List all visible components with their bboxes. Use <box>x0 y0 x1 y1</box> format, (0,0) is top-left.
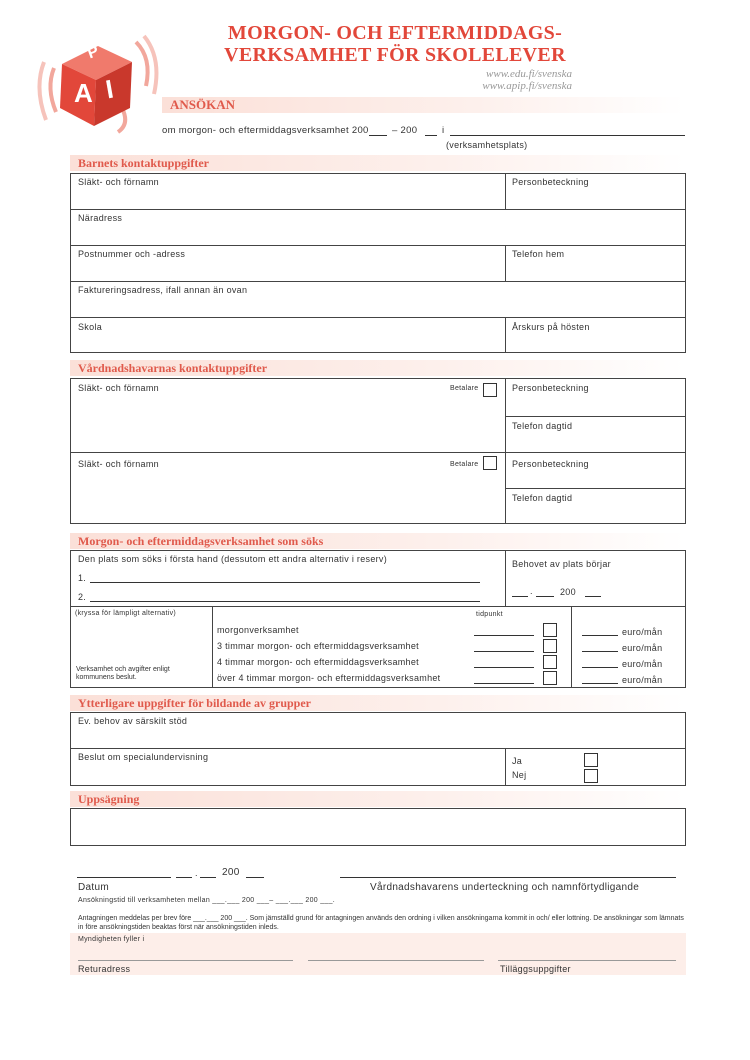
extra-label: Tilläggsuppgifter <box>500 964 571 974</box>
fee-field-1[interactable] <box>582 635 618 636</box>
cancel-field[interactable] <box>70 808 686 846</box>
yes-checkbox[interactable] <box>584 753 598 767</box>
guardian1-name-label: Släkt- och förnamn <box>78 383 159 393</box>
divider <box>70 245 686 246</box>
divider <box>505 488 686 489</box>
start-year-label: 200 <box>560 587 576 597</box>
year-end-field[interactable] <box>425 135 437 136</box>
return-address-field[interactable] <box>78 960 293 961</box>
guardian2-ssn-label: Personbeteckning <box>512 459 589 469</box>
place-field[interactable] <box>450 135 685 136</box>
choice2-field[interactable] <box>90 601 480 602</box>
authority-box <box>70 933 686 975</box>
child-table <box>70 173 686 353</box>
groups-section-heading: Ytterligare uppgifter för bildande av grupper <box>70 695 685 711</box>
divider <box>505 173 506 209</box>
time-field-2[interactable] <box>474 651 534 652</box>
date-year-label: 200 <box>222 867 240 878</box>
fee-field-4[interactable] <box>582 683 618 684</box>
date-year-field[interactable] <box>246 877 264 878</box>
fee-unit-4: euro/mån <box>622 675 663 685</box>
child-section-heading: Barnets kontaktuppgifter <box>70 155 685 171</box>
place-date-field[interactable] <box>77 877 171 878</box>
signature-field[interactable] <box>340 877 676 878</box>
fee-unit-2: euro/mån <box>622 643 663 653</box>
yes-label: Ja <box>512 756 523 766</box>
check-hint: (kryssa för lämpligt alternativ) <box>75 610 177 617</box>
divider <box>70 452 686 453</box>
title-line-2: VERKSAMHET FÖR SKOLELEVER <box>224 44 566 66</box>
option-over4h: över 4 timmar morgon- och eftermiddagsverksamhet <box>217 673 441 683</box>
authority-label: Myndigheten fyller i <box>78 936 145 943</box>
guardians-table <box>70 378 686 524</box>
divider <box>571 606 572 688</box>
authority-middle-field[interactable] <box>308 960 484 961</box>
divider <box>505 378 506 524</box>
divider <box>70 281 686 282</box>
application-heading: ANSÖKAN <box>162 97 684 113</box>
choice2-label: 2. <box>78 592 87 602</box>
date-label: Datum <box>78 882 109 893</box>
cancel-section-heading: Uppsägning <box>70 791 685 807</box>
child-grade-label: Årskurs på hösten <box>512 322 590 332</box>
notice-text: Antagningen meddelas per brev före ___.___ 200 ___. Som jämställd grund för antagningen används den ordning i vilken ansökningarna kommit in och/ eller lottning. De ansökningar som lämnats in före ansökningstiden beaktas först när ansökningstiden inleds. <box>78 915 684 931</box>
option-morning: morgonverksamhet <box>217 625 299 635</box>
date-month-field[interactable] <box>200 877 216 878</box>
logo-cube-icon <box>32 28 162 138</box>
guardian2-payer-checkbox[interactable] <box>483 456 497 470</box>
logo <box>32 28 162 138</box>
intro-suffix: i <box>442 125 445 136</box>
divider <box>70 317 686 318</box>
special-label: Beslut om specialundervisning <box>78 752 209 762</box>
extra-field[interactable] <box>498 960 676 961</box>
logo-letter-i: I <box>103 73 116 105</box>
divider <box>505 416 686 417</box>
logo-letter-a: A <box>74 78 93 108</box>
divider <box>505 245 506 281</box>
option-morning-checkbox[interactable] <box>543 623 557 637</box>
fee-unit-1: euro/mån <box>622 627 663 637</box>
year-start-field[interactable] <box>369 135 387 136</box>
intro-prefix: om morgon- och eftermiddagsverksamhet 200 <box>162 125 369 136</box>
divider <box>70 209 686 210</box>
fee-unit-3: euro/mån <box>622 659 663 669</box>
option-3h-checkbox[interactable] <box>543 639 557 653</box>
place-caption: (verksamhetsplats) <box>446 140 528 150</box>
title-line-1: MORGON- OCH EFTERMIDDAGS- <box>227 22 563 44</box>
divider <box>505 317 506 353</box>
time-field-3[interactable] <box>474 667 534 668</box>
fee-field-2[interactable] <box>582 651 618 652</box>
choice1-field[interactable] <box>90 582 480 583</box>
divider <box>70 748 686 749</box>
child-postal-label: Postnummer och -adress <box>78 249 186 259</box>
divider <box>505 550 506 606</box>
activity-section-heading: Morgon- och eftermiddagsverksamhet som söks <box>70 533 685 549</box>
option-over4h-checkbox[interactable] <box>543 671 557 685</box>
url-apip: www.apip.fi/svenska <box>482 80 572 92</box>
logo-letter-p: P <box>85 42 102 63</box>
time-field-1[interactable] <box>474 635 534 636</box>
fee-note: Verksamhet och avgifter enligt kommunens beslut. <box>76 666 170 681</box>
option-4h-checkbox[interactable] <box>543 655 557 669</box>
no-checkbox[interactable] <box>584 769 598 783</box>
child-ssn-label: Personbeteckning <box>512 177 589 187</box>
guardian1-phone-label: Telefon dagtid <box>512 421 573 431</box>
child-address-label: Näradress <box>78 213 123 223</box>
guardians-section-heading: Vårdnadshavarnas kontaktuppgifter <box>70 360 685 376</box>
child-school-label: Skola <box>78 322 103 332</box>
start-year-field[interactable] <box>585 596 601 597</box>
option-3h: 3 timmar morgon- och eftermiddagsverksamhet <box>217 641 419 651</box>
support-label: Ev. behov av särskilt stöd <box>78 716 188 726</box>
divider <box>70 606 686 607</box>
guardian1-payer-checkbox[interactable] <box>483 383 497 397</box>
guardian1-ssn-label: Personbeteckning <box>512 383 589 393</box>
child-billing-label: Faktureringsadress, ifall annan än ovan <box>78 285 248 295</box>
guardian2-name-label: Släkt- och förnamn <box>78 459 159 469</box>
time-label: tidpunkt <box>476 611 503 618</box>
guardian2-phone-label: Telefon dagtid <box>512 493 573 503</box>
no-label: Nej <box>512 770 527 780</box>
child-name-label: Släkt- och förnamn <box>78 177 159 187</box>
first-choice-label: Den plats som söks i första hand (dessutom ett andra alternativ i reserv) <box>78 554 388 564</box>
time-field-4[interactable] <box>474 683 534 684</box>
start-month-field[interactable] <box>536 596 554 597</box>
url-edu: www.edu.fi/svenska <box>486 68 572 80</box>
guardian2-payer-label: Betalare <box>450 461 479 468</box>
option-4h: 4 timmar morgon- och eftermiddagsverksamhet <box>217 657 419 667</box>
divider <box>505 748 506 786</box>
start-day-field[interactable] <box>512 596 528 597</box>
child-phone-label: Telefon hem <box>512 249 565 259</box>
date-day-field[interactable] <box>176 877 192 878</box>
intro-mid: – 200 <box>392 125 418 136</box>
choice1-label: 1. <box>78 573 87 583</box>
deadline-text: Ansökningstid till verksamheten mellan ___.___ 200 ___– ___.___ 200 ___. <box>78 897 336 904</box>
page-title <box>180 22 610 66</box>
signature-label: Vårdnadshavarens underteckning och namnförtydligande <box>370 882 640 893</box>
return-address-label: Returadress <box>78 964 131 974</box>
divider <box>212 606 213 688</box>
guardian1-payer-label: Betalare <box>450 385 479 392</box>
fee-field-3[interactable] <box>582 667 618 668</box>
start-label: Behovet av plats börjar <box>512 559 611 569</box>
